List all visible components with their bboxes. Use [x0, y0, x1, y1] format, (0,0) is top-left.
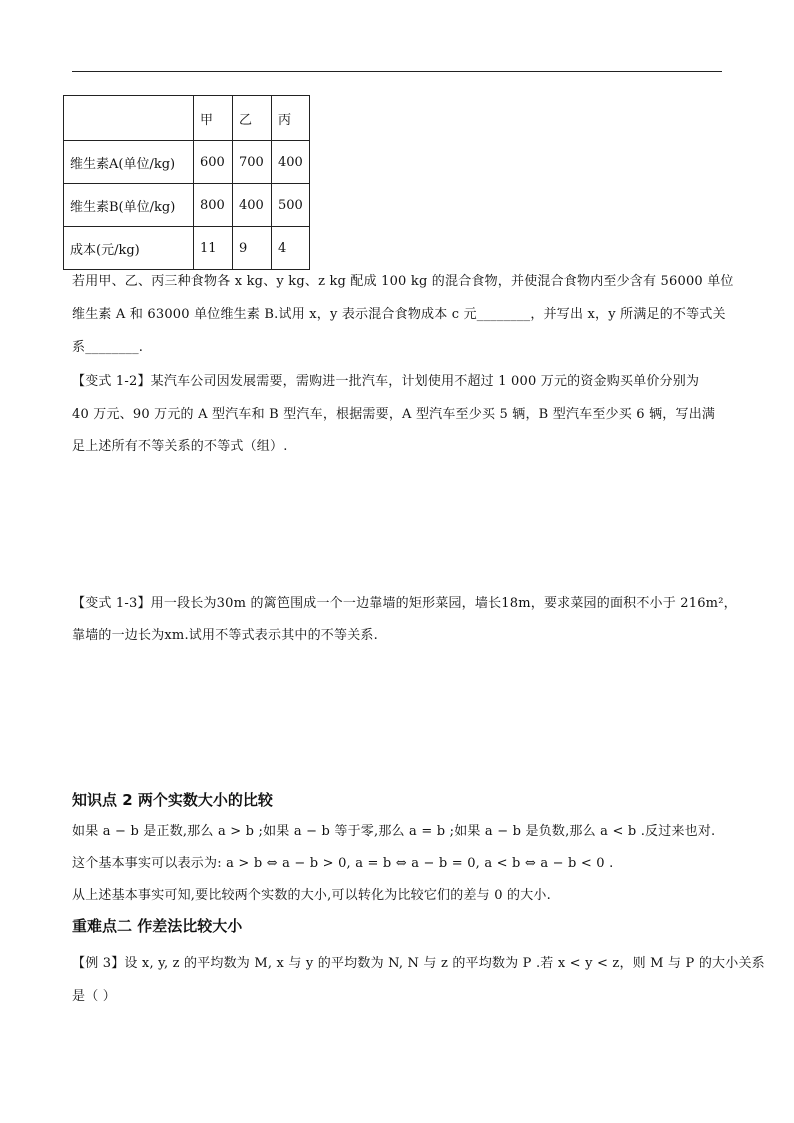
variant-1-2-line: 【变式 1-2】某汽车公司因发展需要，需购进一批汽车，计划使用不超过 1 000 万元的资金购买单价分别为 [72, 374, 700, 389]
example-line: 是（ ） [72, 989, 116, 1004]
table-cell: 600 [194, 141, 233, 184]
table-cell: 800 [194, 184, 233, 227]
header-rule [72, 71, 722, 72]
variant-1-3-line: 【变式 1-3】用一段长为30m 的篱笆围成一个一边靠墙的矩形菜园，墙长18m，要求菜园的面积不小于 216m²， [72, 596, 737, 611]
variant-1-3-line: 靠墙的一边长为xm.试用不等式表示其中的不等关系. [72, 628, 378, 643]
table-cell: 400 [272, 141, 310, 184]
table-cell: 成本(元/kg) [64, 227, 194, 270]
problem-line: 若用甲、乙、丙三种食物各 x kg、y kg、z kg 配成 100 kg 的混合食物，并使混合食物内至少含有 56000 单位 [72, 274, 734, 289]
paragraph-line: 从上述基本事实可知,要比较两个实数的大小,可以转化为比较它们的差与 0 的大小. [72, 888, 551, 903]
problem-line: 系________. [72, 340, 144, 355]
problem-line: 维生素 A 和 63000 单位维生素 B.试用 x，y 表示混合食物成本 c 元________，并写出 x，y 所满足的不等式关 [72, 307, 726, 322]
table-row [64, 227, 310, 270]
section-heading: 重难点二 作差法比较大小 [72, 917, 243, 935]
table-cell: 维生素A(单位/kg) [64, 141, 194, 184]
table-cell: 乙 [233, 96, 272, 141]
table-cell: 9 [233, 227, 272, 270]
table-cell: 丙 [272, 96, 310, 141]
table-cell: 维生素B(单位/kg) [64, 184, 194, 227]
table-cell: 700 [233, 141, 272, 184]
example-line: 【例 3】设 x, y, z 的平均数为 M, x 与 y 的平均数为 N, N 与 z 的平均数为 P .若 x < y < z，则 M 与 P 的大小关系 [72, 956, 765, 971]
table-cell [64, 96, 194, 141]
table-cell: 400 [233, 184, 272, 227]
table-header-row [64, 96, 310, 141]
nutrition-table [63, 95, 310, 270]
table-cell: 500 [272, 184, 310, 227]
section-heading: 知识点 2 两个实数大小的比较 [72, 791, 273, 809]
variant-1-2-line: 足上述所有不等关系的不等式（组）. [72, 439, 288, 454]
paragraph-line: 如果 a − b 是正数,那么 a > b ;如果 a − b 等于零,那么 a = b ;如果 a − b 是负数,那么 a < b .反过来也对. [72, 824, 716, 839]
table-row [64, 184, 310, 227]
paragraph-line: 这个基本事实可以表示为: a > b ⇔ a − b > 0, a = b ⇔ a − b = 0, a < b ⇔ a − b < 0 . [72, 856, 614, 871]
table-cell: 4 [272, 227, 310, 270]
table-row [64, 141, 310, 184]
table-cell: 11 [194, 227, 233, 270]
variant-1-2-line: 40 万元、90 万元的 A 型汽车和 B 型汽车，根据需要，A 型汽车至少买 5 辆，B 型汽车至少买 6 辆，写出满 [72, 407, 716, 422]
table-cell: 甲 [194, 96, 233, 141]
